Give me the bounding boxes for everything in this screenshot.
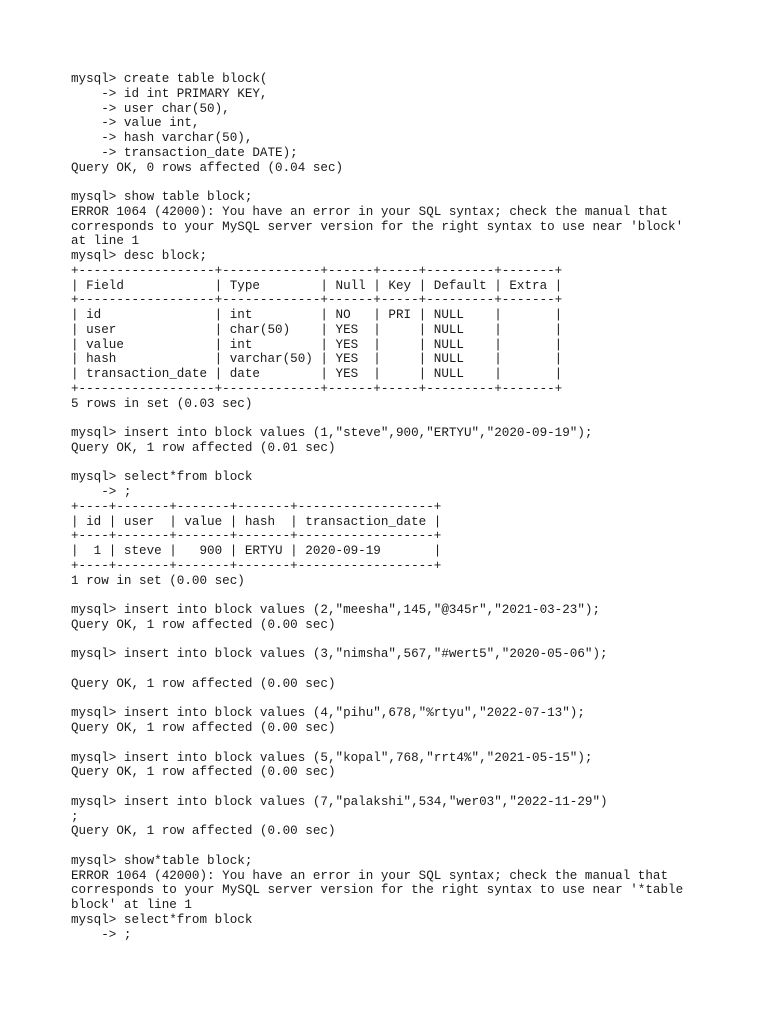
mysql-console-transcript: [71, 72, 751, 942]
console-line: Query OK, 0 rows affected (0.04 sec): [71, 160, 344, 175]
table-border: +----+-------+-------+-------+------------------+: [71, 499, 442, 514]
console-line: [71, 456, 751, 471]
table-row: | id | int | NO | PRI | NULL | |: [71, 308, 563, 322]
console-line: ;: [71, 809, 79, 824]
table-row: | 1 | steve | 900 | ERTYU | 2020-09-19 |: [71, 544, 442, 558]
table-header-row: | Field | Type | Null | Key | Default | Extra |: [71, 278, 563, 293]
console-line: mysql> insert into block values (4,"pihu",678,"%rtyu","2022-07-13");: [71, 706, 585, 721]
console-line: -> value int,: [71, 116, 200, 131]
console-line: Query OK, 1 row affected (0.00 sec): [71, 824, 336, 839]
console-line: at line 1: [71, 234, 140, 249]
console-line: 5 rows in set (0.03 sec): [71, 396, 253, 411]
table-border: +----+-------+-------+-------+------------------+: [71, 558, 442, 573]
console-line: mysql> select*from block: [71, 470, 253, 485]
console-line: mysql> insert into block values (2,"meesha",145,"@345r","2021-03-23");: [71, 603, 601, 617]
console-line: Query OK, 1 row affected (0.00 sec): [71, 721, 336, 735]
console-line: mysql> create table block(: [71, 72, 268, 86]
console-line: -> id int PRIMARY KEY,: [71, 86, 268, 101]
console-line: mysql> insert into block values (3,"nimsha",567,"#wert5","2020-05-06");: [71, 647, 608, 662]
console-line: -> ;: [71, 485, 132, 499]
table-border: +------------------+-------------+------+-----+---------+-------+: [71, 381, 563, 396]
console-line: Query OK, 1 row affected (0.00 sec): [71, 617, 336, 632]
table-row: | hash | varchar(50) | YES | | NULL | |: [71, 352, 563, 367]
table-header-row: | id | user | value | hash | transaction_date |: [71, 514, 442, 529]
table-border: +----+-------+-------+-------+------------------+: [71, 529, 442, 544]
console-line: [71, 588, 751, 603]
table-row: | value | int | YES | | NULL | |: [71, 337, 563, 352]
console-line: corresponds to your MySQL server version for the right syntax to use near '*table: [71, 883, 684, 898]
console-line: mysql> insert into block values (1,"steve",900,"ERTYU","2020-09-19");: [71, 426, 593, 440]
console-line: corresponds to your MySQL server version for the right syntax to use near 'block': [71, 219, 684, 234]
table-row: | user | char(50) | YES | | NULL | |: [71, 322, 563, 337]
console-line: mysql> show*table block;: [71, 853, 253, 868]
table-row: | transaction_date | date | YES | | NULL | |: [71, 367, 563, 381]
console-line: mysql> insert into block values (7,"palakshi",534,"wer03","2022-11-29"): [71, 794, 608, 809]
console-line: mysql> desc block;: [71, 249, 208, 263]
console-line: -> transaction_date DATE);: [71, 145, 298, 160]
console-line: ERROR 1064 (42000): You have an error in your SQL syntax; check the manual that: [71, 868, 669, 883]
console-line: mysql> select*from block: [71, 912, 253, 927]
console-line: mysql> insert into block values (5,"kopal",768,"rrt4%","2021-05-15");: [71, 750, 593, 765]
console-line: -> hash varchar(50),: [71, 131, 253, 145]
console-line: Query OK, 1 row affected (0.00 sec): [71, 765, 336, 780]
console-line: Query OK, 1 row affected (0.01 sec): [71, 440, 336, 455]
console-line: ERROR 1064 (42000): You have an error in your SQL syntax; check the manual that: [71, 204, 669, 219]
console-line: [71, 411, 751, 426]
console-line: [71, 736, 751, 751]
console-line: [71, 662, 751, 677]
console-line: [71, 780, 751, 795]
console-line: [71, 175, 751, 190]
console-line: -> user char(50),: [71, 101, 230, 116]
console-line: 1 row in set (0.00 sec): [71, 573, 245, 588]
table-border: +------------------+-------------+------+-----+---------+-------+: [71, 263, 563, 278]
console-line: [71, 633, 751, 648]
console-line: block' at line 1: [71, 898, 192, 912]
table-border: +------------------+-------------+------+-----+---------+-------+: [71, 293, 563, 308]
console-line: mysql> show table block;: [71, 190, 253, 204]
console-line: [71, 839, 751, 854]
console-line: -> ;: [71, 927, 132, 942]
console-line: Query OK, 1 row affected (0.00 sec): [71, 676, 336, 691]
console-line: [71, 692, 751, 707]
